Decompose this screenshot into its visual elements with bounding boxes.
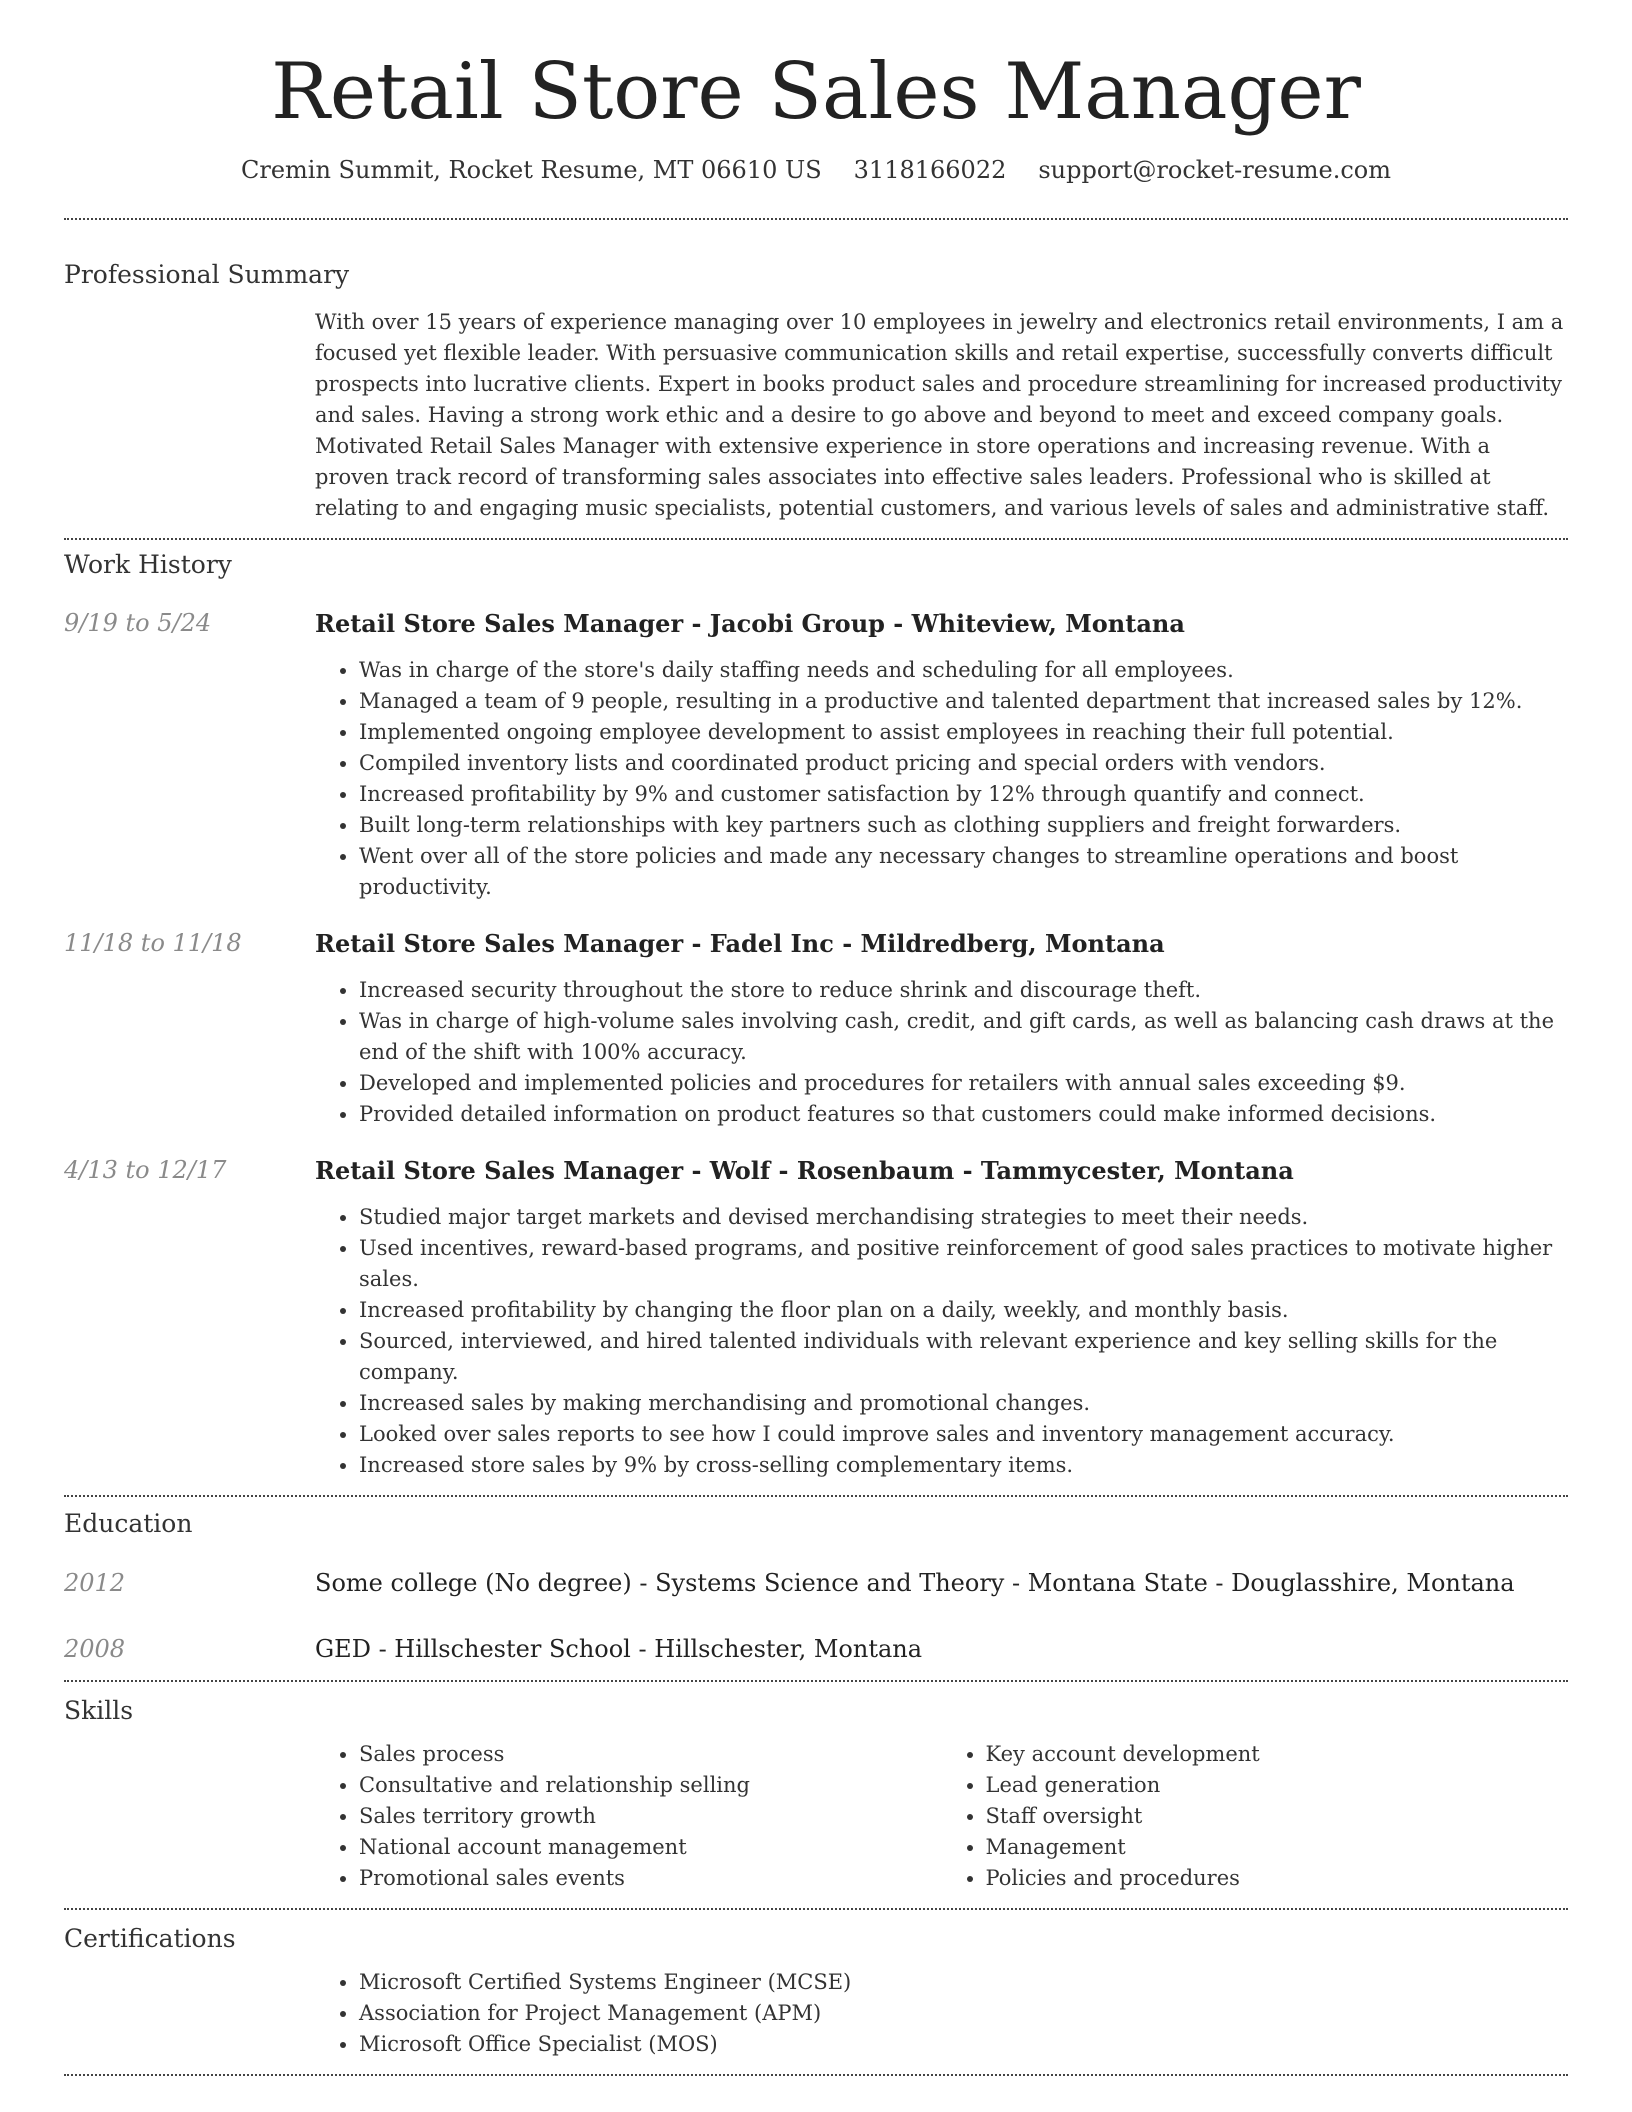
section-title: Education [64,1508,193,1538]
list-item: • Sourced, interviewed, and hired talented individuals with relevant experience and key selling skills for the company. [359,1326,1568,1388]
skill-item: • Sales process [359,1739,942,1770]
list-item: • Increased sales by making merchandising and promotional changes. [359,1388,1568,1419]
section-title: Professional Summary [64,259,350,289]
certification-bullets [315,1967,1568,2060]
list-item: • Increased profitability by 9% and customer satisfaction by 12% through quantify and connect. [359,779,1568,810]
list-item: • Managed a team of 9 people, resulting in a productive and talented department that increased sales by 12%. [359,686,1568,717]
job-body [315,609,1568,903]
skills-section [64,1682,1568,1894]
skills-columns [315,1739,1568,1894]
skill-item: • Lead generation [986,1770,1569,1801]
education-section [64,1497,1568,1680]
section-title: Certifications [64,1923,236,1953]
job-body [315,1156,1568,1481]
certification-item: • Association for Project Management (APM) [359,1998,1568,2029]
skill-item: • Key account development [986,1739,1569,1770]
resume-header [64,0,1568,184]
list-item: • Went over all of the store policies and made any necessary changes to streamline operations and boost productivity. [359,841,1568,903]
section-title: Skills [64,1695,134,1725]
education-details: GED - Hillschester School - Hillschester, Montana [315,1634,923,1663]
certification-item: • Microsoft Certified Systems Engineer (MCSE) [359,1967,1568,1998]
job-heading: Retail Store Sales Manager - Jacobi Group - Whiteview, Montana [315,608,1185,638]
skill-item: • Management [986,1832,1569,1863]
list-item: • Provided detailed information on product features so that customers could make informed decisions. [359,1099,1568,1130]
job-entry [64,929,1568,1130]
education-year: 2008 [64,1634,126,1663]
job-dates: 9/19 to 5/24 [64,608,212,637]
contact-info [64,156,1568,184]
certifications-list [315,1967,1568,2060]
education-year: 2012 [64,1568,126,1597]
skills-list-left [315,1739,942,1894]
work-history-section [64,540,1568,1495]
job-entry [64,1156,1568,1481]
education-entry [64,1568,1568,1598]
job-body [315,929,1568,1130]
list-item: • Developed and implemented policies and procedures for retailers with annual sales exceeding $9. [359,1068,1568,1099]
list-item: • Used incentives, reward-based programs, and positive reinforcement of good sales practices to motivate higher sales. [359,1233,1568,1295]
list-item: • Increased store sales by 9% by cross-selling complementary items. [359,1450,1568,1481]
list-item: • Increased profitability by changing the floor plan on a daily, weekly, and monthly basis. [359,1295,1568,1326]
list-item: • Was in charge of high-volume sales involving cash, credit, and gift cards, as well as balancing cash draws at the end of the shift with 100% accuracy. [359,1006,1568,1068]
education-entry [64,1634,1568,1664]
skill-item: • Policies and procedures [986,1863,1569,1894]
list-item: • Increased security throughout the store to reduce shrink and discourage theft. [359,975,1568,1006]
skill-item: • Consultative and relationship selling [359,1770,942,1801]
job-dates: 11/18 to 11/18 [64,928,242,957]
list-item: • Compiled inventory lists and coordinated product pricing and special orders with vendors. [359,748,1568,779]
list-item: • Built long-term relationships with key partners such as clothing suppliers and freight forwarders. [359,810,1568,841]
candidate-title: Retail Store Sales Manager [271,47,1361,137]
job-heading: Retail Store Sales Manager - Fadel Inc - Mildredberg, Montana [315,928,1165,958]
education-details: Some college (No degree) - Systems Science and Theory - Montana State - Douglasshire, Montana [315,1568,1515,1597]
certification-item: • Microsoft Office Specialist (MOS) [359,2029,1568,2060]
job-bullets [315,1202,1568,1481]
skill-item: • Staff oversight [986,1801,1569,1832]
professional-summary-section [64,220,1568,524]
email-address: support@rocket-resume.com [1038,155,1391,184]
job-dates: 4/13 to 12/17 [64,1155,227,1184]
phone-number: 3118166022 [853,155,1007,184]
skill-item: • Sales territory growth [359,1801,942,1832]
certifications-section [64,1910,1568,2060]
job-bullets [315,655,1568,903]
job-heading: Retail Store Sales Manager - Wolf - Rosenbaum - Tammycester, Montana [315,1155,1294,1185]
divider [64,2074,1568,2076]
address: Cremin Summit, Rocket Resume, MT 06610 US [241,155,822,184]
skill-item: • National account management [359,1832,942,1863]
list-item: • Implemented ongoing employee development to assist employees in reaching their full potential. [359,717,1568,748]
list-item: • Was in charge of the store's daily staffing needs and scheduling for all employees. [359,655,1568,686]
list-item: • Studied major target markets and devised merchandising strategies to meet their needs. [359,1202,1568,1233]
skills-list-right [942,1739,1569,1894]
skill-item: • Promotional sales events [359,1863,942,1894]
job-bullets [315,975,1568,1130]
job-entry [64,609,1568,903]
list-item: • Looked over sales reports to see how I could improve sales and inventory management accuracy. [359,1419,1568,1450]
section-title: Work History [64,549,232,579]
summary-text: With over 15 years of experience managing over 10 employees in jewelry and electronics retail environments, I am a focused yet flexible leader. With persuasive communication skills and retail expertise, successfully converts difficult prospects into lucrative clients. Expert in books product sales and procedure streamlining for increased productivity and sales. Having a strong work ethic and a desire to go above and beyond to meet and exceed company goals. Motivated Retail Sales Manager with extensive experience in store operations and increasing revenue. With a proven track record of transforming sales associates into effective sales leaders. Professional who is skilled at relating to and engaging music specialists, potential customers, and various levels of sales and administrative staff. [315,309,1564,520]
